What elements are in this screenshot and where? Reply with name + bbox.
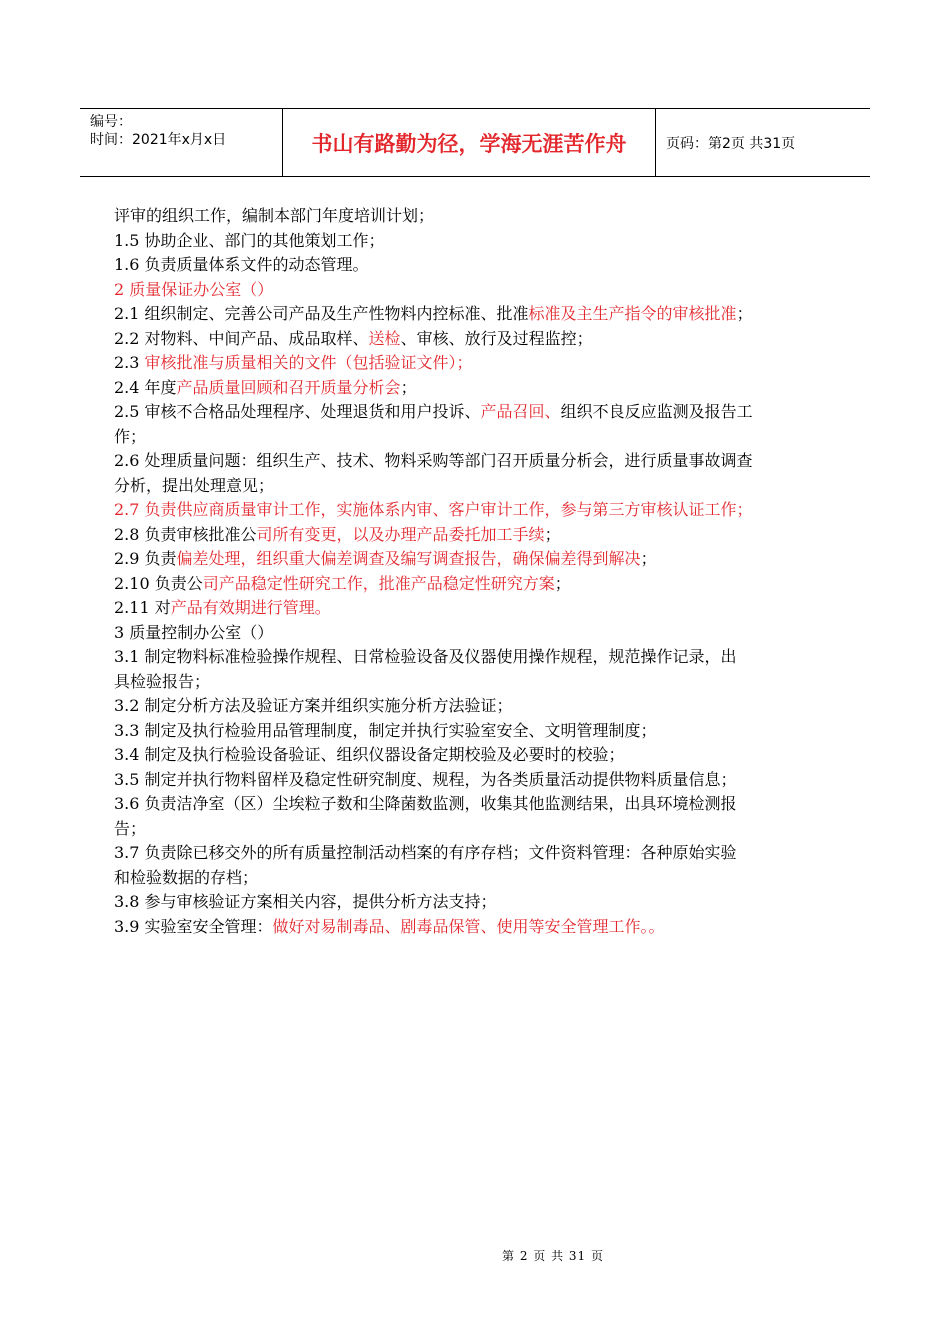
body-text: 1.6 负责质量体系文件的动态管理。 (114, 255, 369, 274)
body-text: 2.9 负责 (114, 549, 177, 568)
body-line (114, 572, 890, 597)
highlighted-text: 产品召回、 (480, 402, 561, 421)
body-line (114, 229, 890, 254)
header-motto: 书山有路勤为径，学海无涯苦作舟 (282, 109, 656, 176)
body-text: ； (640, 549, 657, 568)
highlighted-text: 司产品稳定性研究工作，批准产品稳定性研究方案 (202, 573, 555, 593)
body-text: 具检验报告； (114, 671, 211, 691)
footer-page-number: 第 2 页 共 31 页 (502, 1249, 604, 1263)
highlighted-text: 司所有变更，以及办理产品委托加工手续 (256, 524, 545, 544)
body-line (114, 376, 890, 401)
body-text: 3.3 制定及执行检验用品管理制度，制定并执行实验室安全、文明管理制度； (114, 720, 657, 740)
body-text: 作； (114, 426, 147, 446)
body-line (114, 547, 890, 572)
body-line (114, 768, 890, 793)
body-text: 3.8 参与审核验证方案相关内容，提供分析方法支持； (114, 892, 497, 911)
body-line (114, 841, 890, 866)
body-text: 2.11 对 (114, 598, 171, 617)
body-line (114, 474, 890, 499)
body-text: 、审核、放行及过程监控； (400, 328, 593, 348)
body-line (114, 621, 890, 646)
body-text: 分析，提出处理意见； (114, 475, 275, 495)
body-line (114, 278, 890, 303)
body-line (114, 915, 890, 940)
document-time: 时间：2021年x月x日 (90, 132, 227, 148)
body-text: 2.4 年度 (114, 377, 177, 397)
body-text: 3.7 负责除已移交外的所有质量控制活动档案的有序存档；文件资料管理：各种原始实验 (114, 843, 737, 862)
body-line (114, 253, 890, 278)
document-header (80, 108, 870, 177)
highlighted-text: 标准及主生产指令的审核批准 (528, 304, 737, 323)
body-text: 2.10 负责公 (114, 573, 203, 593)
body-line (114, 694, 890, 719)
body-text: 2.8 负责审核批准公 (114, 524, 257, 544)
body-text: 3.9 实验室安全管理： (114, 916, 273, 936)
body-line (114, 817, 890, 842)
body-text: ； (400, 377, 417, 397)
body-line (114, 670, 890, 695)
highlighted-text: 偏差处理，组织重大偏差调查及编写调查报告，确保偏差得到解决 (176, 549, 641, 568)
header-page-info: 页码：第2页 共31页 (666, 135, 796, 152)
body-text: ； (736, 304, 753, 323)
body-text: 和检验数据的存档； (114, 867, 259, 887)
body-text: 3.4 制定及执行检验设备验证、组织仪器设备定期校验及必要时的校验； (114, 745, 625, 764)
highlighted-text: 产品有效期进行管理。 (170, 598, 331, 617)
body-text: 2.1 组织制定、完善公司产品及生产性物料内控标准、批准 (114, 304, 529, 323)
body-text: 2.3 (114, 353, 145, 372)
body-text: 3.6 负责洁净室（区）尘埃粒子数和尘降菌数监测，收集其他监测结果，出具环境检测报 (114, 794, 737, 813)
highlighted-text: 送检 (368, 328, 401, 348)
highlighted-text: 审核批准与质量相关的文件（包括验证文件）； (144, 353, 473, 372)
body-line (114, 792, 890, 817)
body-text: ； (544, 524, 561, 544)
body-text: 2.5 审核不合格品处理程序、处理退货和用户投诉、 (114, 402, 481, 421)
body-line (114, 400, 890, 425)
document-number-label: 编号： (90, 114, 132, 130)
body-text: 3.1 制定物料标准检验操作规程、日常检验设备及仪器使用操作规程，规范操作记录，出 (114, 647, 737, 666)
body-text: 告； (114, 818, 147, 838)
body-text: 3.5 制定并执行物料留样及稳定性研究制度、规程，为各类质量活动提供物料质量信息； (114, 769, 737, 789)
document-body (114, 204, 890, 939)
highlighted-text: 做好对易制毒品、剧毒品保管、使用等安全管理工作。。 (272, 916, 665, 936)
body-line (114, 327, 890, 352)
body-line (114, 302, 890, 327)
page-footer (0, 1247, 950, 1264)
body-line (114, 743, 890, 768)
highlighted-text: 产品质量回顾和召开质量分析会 (176, 377, 401, 397)
body-line (114, 204, 890, 229)
body-text: 2.2 对物料、中间产品、成品取样、 (114, 328, 369, 348)
body-line (114, 719, 890, 744)
header-meta (80, 109, 282, 176)
body-text: ； (554, 573, 571, 593)
body-line (114, 866, 890, 891)
body-text: 评审的组织工作，编制本部门年度培训计划； (114, 206, 435, 225)
body-line (114, 351, 890, 376)
body-line (114, 890, 890, 915)
body-line (114, 523, 890, 548)
highlighted-text: 2 质量保证办公室（） (114, 279, 274, 299)
body-text: 1.5 协助企业、部门的其他策划工作； (114, 230, 385, 250)
body-text: 3 质量控制办公室（） (114, 622, 274, 642)
body-line (114, 425, 890, 450)
body-line (114, 645, 890, 670)
body-text: 2.6 处理质量问题：组织生产、技术、物料采购等部门召开质量分析会，进行质量事故调查 (114, 451, 753, 470)
body-text: 组织不良反应监测及报告工 (560, 402, 753, 421)
body-text: 3.2 制定分析方法及验证方案并组织实施分析方法验证； (114, 696, 513, 715)
body-line (114, 449, 890, 474)
body-line (114, 596, 890, 621)
body-line (114, 498, 890, 523)
highlighted-text: 2.7 负责供应商质量审计工作，实施体系内审、客户审计工作，参与第三方审核认证工作； (114, 500, 753, 519)
